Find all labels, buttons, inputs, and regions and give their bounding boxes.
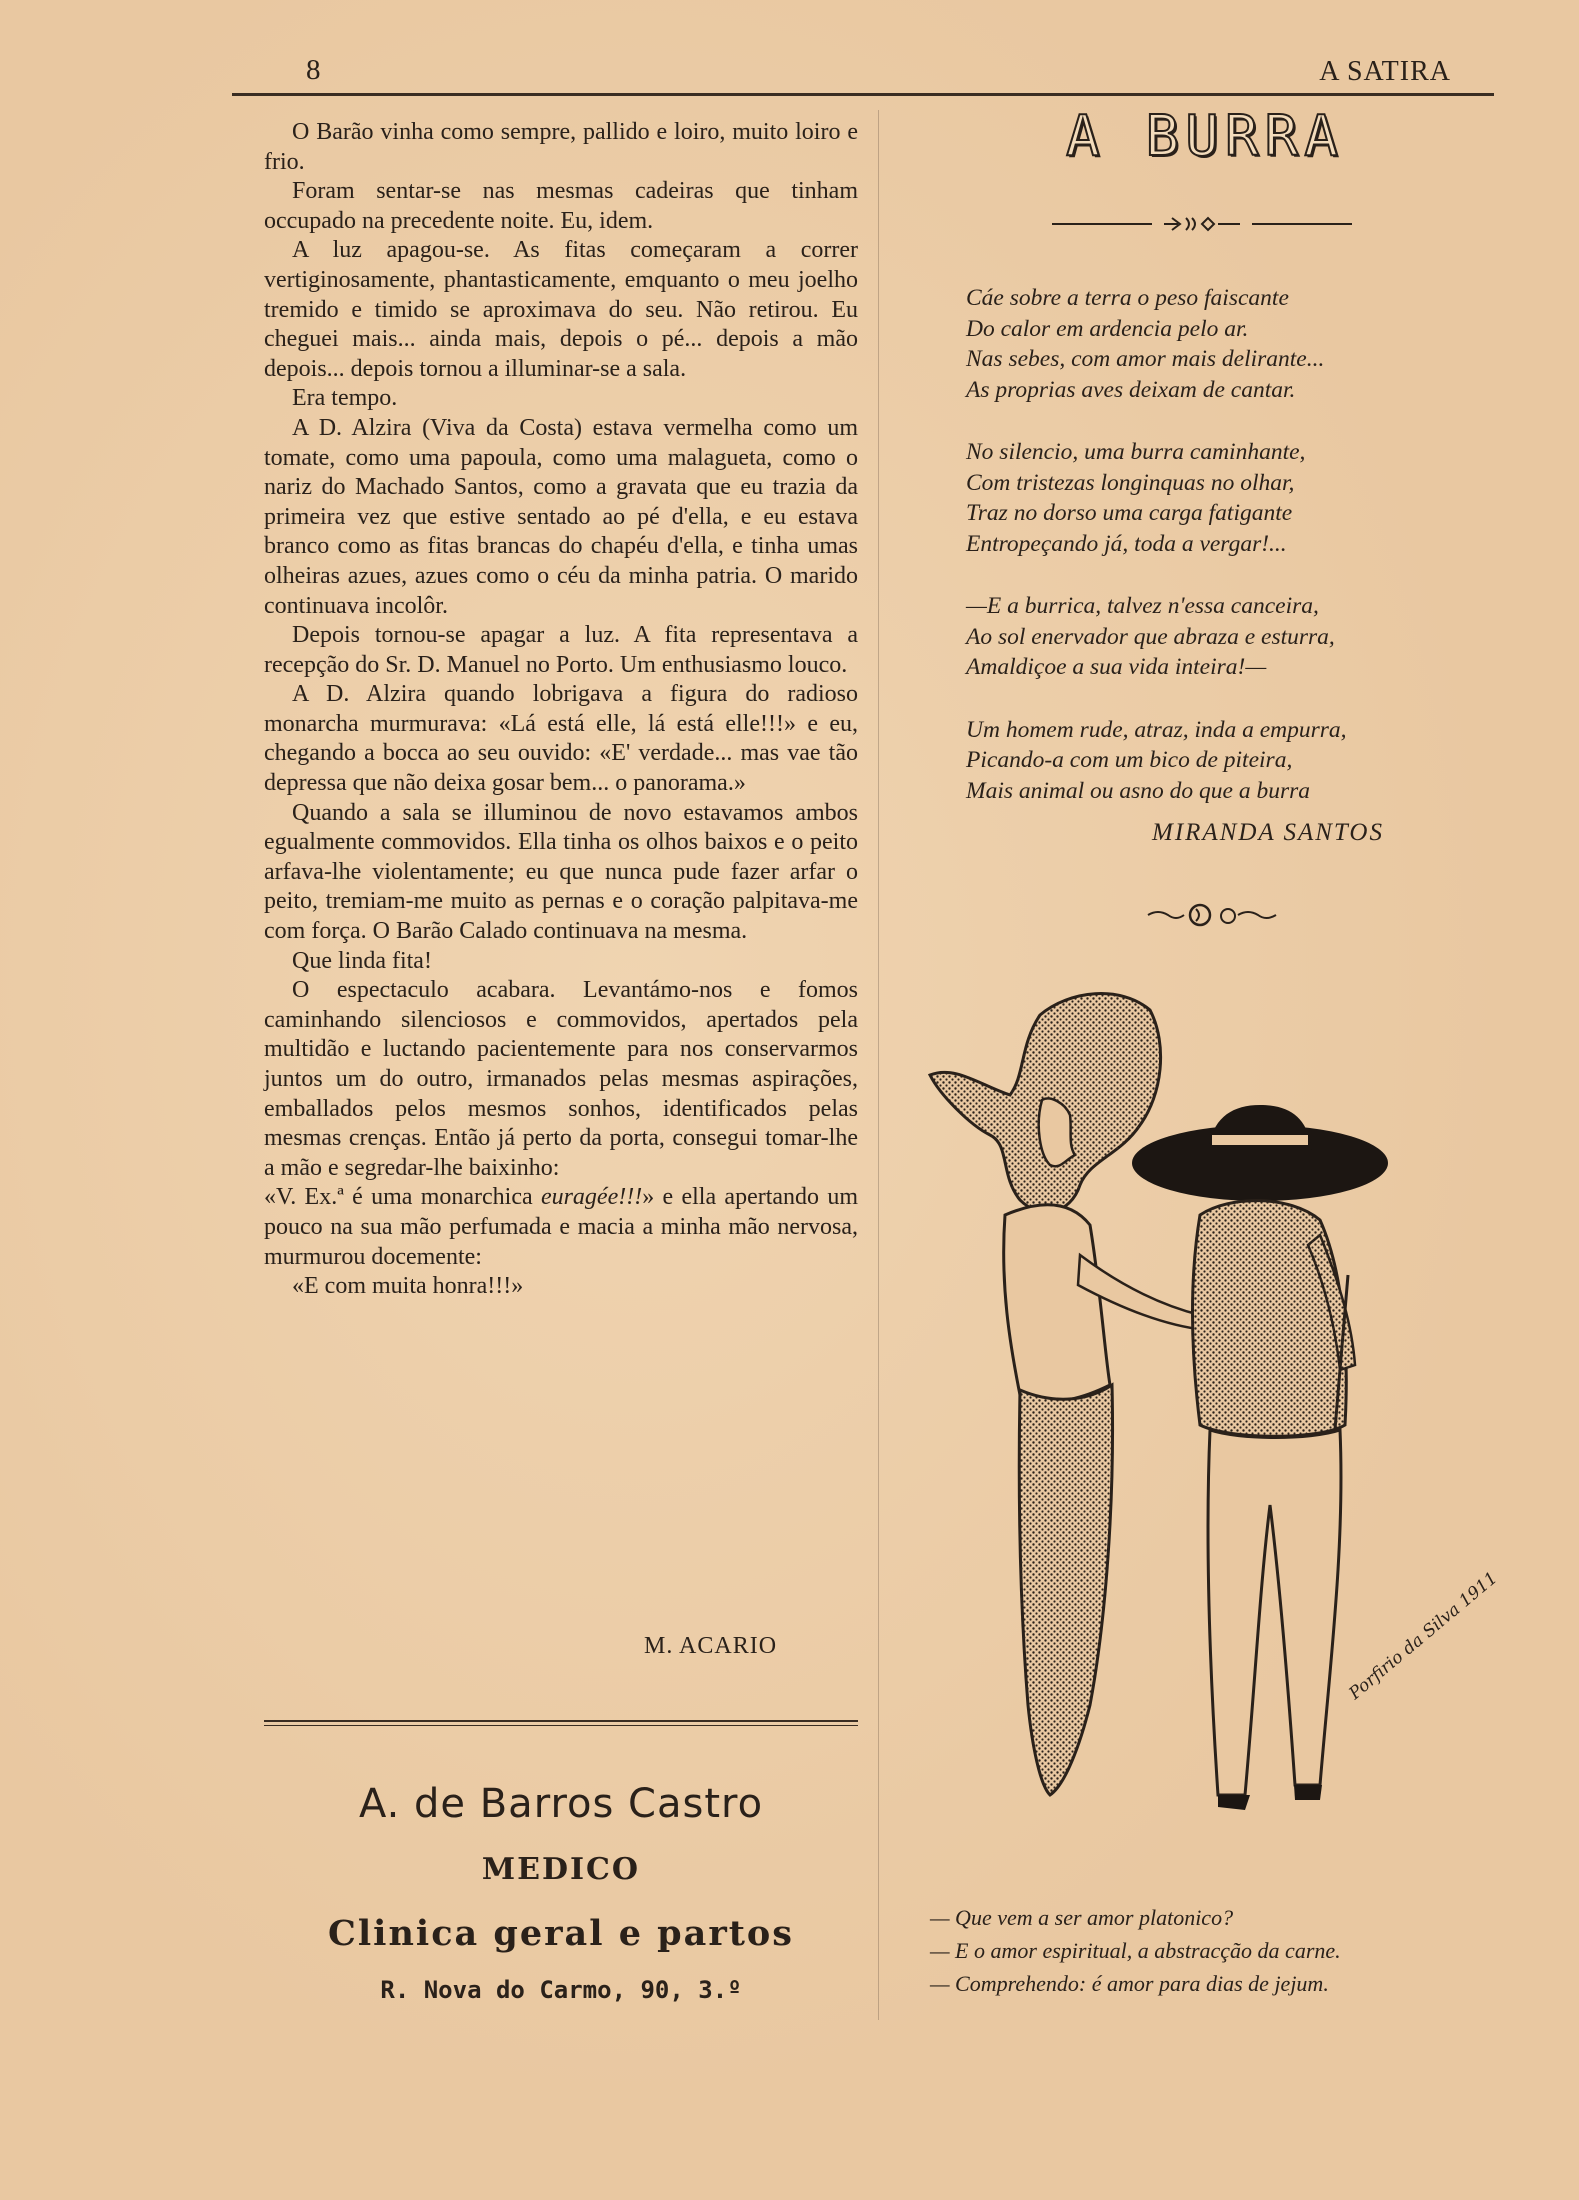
story-paragraph: Era tempo. — [292, 385, 398, 412]
man-jacket — [1193, 1201, 1347, 1437]
man-trousers — [1208, 1430, 1341, 1795]
poem-line: As proprias aves deixam de cantar. — [966, 376, 1296, 403]
poem-title: A BURRA — [1065, 104, 1344, 169]
advert-rule — [264, 1720, 858, 1722]
illustration-signature: Porfirio da Silva 1911 — [1345, 1568, 1502, 1704]
column-divider — [878, 110, 879, 2020]
story-column — [264, 118, 858, 1302]
poem-stanza — [966, 715, 1446, 807]
poem-body — [966, 283, 1446, 838]
man-hat-crown — [1208, 1105, 1312, 1155]
caption-line: — Comprehendo: é amor para dias de jejum. — [930, 1971, 1329, 1996]
page-number: 8 — [306, 54, 321, 86]
poem-line: Um homem rude, atraz, inda a empurra, — [966, 716, 1347, 743]
story-author: M. ACARIO — [644, 1633, 778, 1659]
poem-line: Picando-a com um bico de piteira, — [966, 747, 1293, 773]
ornament-divider-top — [1052, 212, 1352, 236]
advert-name: A. de Barros Castro — [358, 1781, 764, 1827]
poem-line: Amaldiçoe a sua vida inteira!— — [966, 654, 1267, 680]
vex-text-italic: euragée!!! — [540, 1184, 643, 1211]
poem-line: Ao sol enervador que abraza e esturra, — [966, 623, 1335, 650]
vex-text-before: «V. Ex.ª é uma monarchica — [264, 1184, 541, 1211]
story-paragraph: Foram sentar-se nas mesmas cadeiras que tinham occupado na precedente noite. Eu, idem. — [264, 178, 858, 234]
poem-line: Traz no dorso uma carga fatigante — [966, 500, 1293, 526]
story-paragraph: Depois tornou-se apagar a luz. A fita representava a recepção do Sr. D. Manuel no Porto. Um enthusiasmo louco. — [264, 622, 858, 678]
poem-stanza — [966, 283, 1446, 405]
poem-line: Do calor em ardencia pelo ar. — [966, 315, 1249, 342]
man-shoe-right — [1294, 1785, 1322, 1800]
poem-stanza — [966, 437, 1446, 559]
advert-rule-thin — [264, 1725, 858, 1726]
poem-line: Cáe sobre a terra o peso faiscante — [966, 285, 1289, 311]
poem-stanza — [966, 591, 1446, 683]
story-paragraph: «E com muita honra!!!» — [292, 1273, 524, 1300]
poem-line: Com tristezas longinquas no olhar, — [966, 469, 1295, 496]
ornament-divider-bottom — [1148, 895, 1278, 935]
caption-line: — E o amor espiritual, a abstracção da carne. — [930, 1938, 1341, 1963]
story-paragraph: A D. Alzira quando lobrigava a figura do radioso monarcha murmurava: «Lá está elle, lá está elle!!!» e eu, chegando a bocca ao seu ouvido: «E' verdade... mas vae tão depressa que não deixa gosar bem... o panorama.» — [264, 681, 858, 797]
woman-body — [1004, 1205, 1110, 1402]
story-paragraph: Que linda fita! — [292, 947, 432, 974]
caricature-illustration — [900, 985, 1502, 1865]
illustration-caption — [930, 1901, 1510, 2000]
poem-line: No silencio, uma burra caminhante, — [966, 439, 1306, 465]
story-paragraph: A D. Alzira (Viva da Costa) estava vermelha como um tomate, como uma papoula, como uma malagueta, como o nariz do Machado Santos, como a gravata que eu trazia da primeira vez que estive sentado ao pé d'ella, e eu estava branco como as fitas brancas do chapéu d'ella, e tinha umas olheiras azues, azues como o céu da minha patria. O marido continuava incolôr. — [264, 414, 858, 619]
story-paragraph: A luz apagou-se. As fitas começaram a correr vertiginosamente, phantasticamente, emquanto o meu joelho tremido e timido se aproximava do seu. Não retirou. Eu cheguei mais... ainda mais, depois o pé... depois a mão depois... depois tornou a illuminar-se a sala. — [264, 237, 858, 382]
advert-address: R. Nova do Carmo, 90, 3.º — [380, 1976, 742, 2004]
poem-line: Entropeçando já, toda a vergar!... — [966, 530, 1287, 557]
poem-line: Mais animal ou asno do que a burra — [966, 777, 1311, 804]
poem-line: Nas sebes, com amor mais delirante... — [966, 346, 1325, 372]
advert-title: MEDICO — [481, 1852, 641, 1887]
woman-skirt — [1019, 1385, 1112, 1795]
story-paragraph: O espectaculo acabara. Levantámo-nos e fomos caminhando silenciosos e commovidos, apertados pela multidão e luctando pacientemente para nos conservarmos juntos um do outro, irmanados pelas mesmas aspirações, emballados pelos mesmos sonhos, identificados pelas mesmas crenças. Então já perto da porta, consegui tomar-lhe a mão e segredar-lhe baixinho: — [264, 977, 858, 1181]
running-head: A SATIRA — [1319, 56, 1451, 87]
vex-text-after: » e ella apertando um pouco na sua mão perfumada e macia a minha mão nervosa, murmurou docemente: — [264, 1184, 858, 1270]
man-hat-band — [1212, 1135, 1308, 1145]
header-rule — [232, 93, 1494, 96]
story-paragraph: O Barão vinha como sempre, pallido e loiro, muito loiro e frio. — [264, 119, 858, 175]
story-paragraph-vex — [264, 1183, 858, 1272]
poem-author: MIRANDA SANTOS — [1152, 819, 1384, 846]
story-paragraph: Quando a sala se illuminou de novo estavamos ambos egualmente commovidos. Ella tinha os olhos baixos e o peito arfava-lhe violentamente; eu que nunca pude fazer arfar o peito, tremiam-me muito as pernas e o coração palpitava-me com força. O Barão Calado continuava na mesma. — [264, 799, 858, 945]
man-shoe-left — [1218, 1795, 1250, 1810]
caption-line: — Que vem a ser amor platonico? — [930, 1905, 1234, 1930]
poem-line: —E a burrica, talvez n'essa canceira, — [966, 593, 1319, 619]
advert-subtitle: Clinica geral e partos — [328, 1913, 794, 1954]
